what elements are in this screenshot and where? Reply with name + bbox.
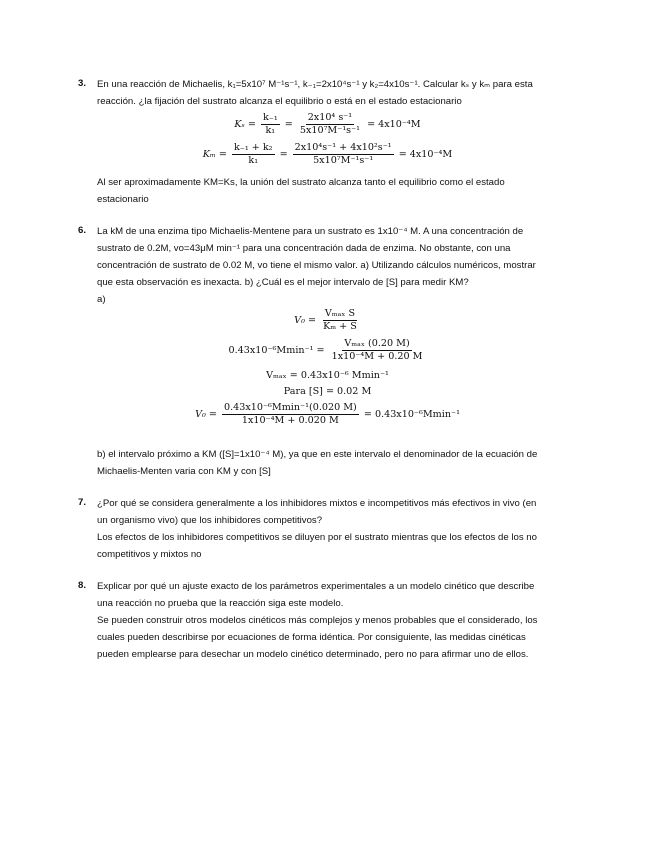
q3-eq1-frac2 [298, 112, 362, 137]
q3-eq1-frac1 [261, 112, 280, 137]
q8-text-line1: Explicar por qué un ajuste exacto de los parámetros experimentales a un modelo cinético que describe [97, 581, 535, 592]
q6-text-line2: sustrato de 0.2M, vo=43μM min⁻¹ para una concentración dada de enzima. No obstante, con una [97, 243, 511, 254]
q3-eq2-f2-num: 2x10⁴s⁻¹ + 4x10²s⁻¹ [294, 142, 392, 153]
q3-eq2-eqsign: = [279, 149, 288, 160]
q6-eq1-num: Vₘₐₓ S [324, 308, 356, 319]
q3-eq2-result: = 4x10⁻⁴M [398, 149, 453, 160]
q8-answer-line2: cuales pueden describirse por ecuaciones de forma idéntica. Por consiguiente, las medidas cinéticas [97, 632, 526, 643]
q3-eq1-f1-den: k₁ [265, 125, 276, 136]
q6-part-a-label: a) [97, 294, 106, 305]
q6-text-line4: que esta observación es inexacta. b) ¿Cuál es el mejor intervalo de [S] para medir KM? [97, 277, 469, 288]
q3-ks-equation [0, 112, 655, 137]
q3-eq2-f1-den: k₁ [248, 155, 259, 166]
q6-eq4: Para [S] = 0.02 M [283, 386, 372, 397]
q8-text-line2: una reacción no prueba que la reacción siga este modelo. [97, 598, 344, 609]
q3-answer-line1: Al ser aproximadamente KM=Ks, la unión del sustrato alcanza tanto el equilibrio como el estado [97, 177, 505, 188]
q6-eq5-result: = 0.43x10⁻⁶Mmin⁻¹ [363, 409, 460, 420]
q7-text-line1: ¿Por qué se considera generalmente a los inhibidores mixtos e incompetitivos más efectivos in vivo (en [97, 498, 537, 509]
q6-eq5-frac [222, 402, 359, 427]
q3-text-line1: En una reacción de Michaelis, k₁=5x10⁷ M⁻¹s⁻¹, k₋₁=2x10⁴s⁻¹ y k₂=4x10s⁻¹. Calcular kₛ y kₘ para esta [97, 79, 533, 90]
q3-eq1-lhs: Kₛ = [234, 119, 256, 130]
q6-answer-line2: Michaelis-Menten varia con KM y con [S] [97, 466, 271, 477]
q3-eq1-f1-num: k₋₁ [262, 112, 278, 123]
q6-eq1 [0, 308, 655, 333]
q8-answer-line3: pueden emplearse para desechar un modelo cinético determinado, pero no para afirmar uno de ellos. [97, 649, 529, 660]
q6-eq1-den: Kₘ + S [323, 321, 357, 332]
q6-number: 6. [78, 225, 87, 236]
q6-answer-line1: b) el intervalo próximo a KM ([S]=1x10⁻⁴ M), ya que en este intervalo el denominador de la ecuación de [97, 449, 538, 460]
q6-eq2 [0, 338, 655, 363]
q3-km-equation [0, 142, 655, 167]
q3-question [97, 76, 602, 110]
q3-eq1-f2-den: 5x10⁷M⁻¹s⁻¹ [299, 125, 360, 136]
q6-eq3: Vₘₐₓ = 0.43x10⁻⁶ Mmin⁻¹ [266, 370, 389, 381]
q6-eq2-lhs: 0.43x10⁻⁶Mmin⁻¹ = [228, 345, 325, 356]
q3-eq1-f2-num: 2x10⁴ s⁻¹ [307, 112, 353, 123]
q6-eq5 [0, 402, 655, 427]
q3-answer-line2: estacionario [97, 194, 149, 205]
q7-answer-line1: Los efectos de los inhibidores competitivos se diluyen por el sustrato mientras que los efectos de los no [97, 532, 537, 543]
q3-eq2-frac2 [293, 142, 394, 167]
q8-number: 8. [78, 580, 87, 591]
q3-eq1-result: = 4x10⁻⁴M [367, 119, 421, 130]
q7-number: 7. [78, 497, 87, 508]
q3-answer [97, 174, 602, 208]
q8-question [97, 578, 602, 663]
q3-text-line2: reacción. ¿la fijación del sustrato alcanza el equilibrio o está en el estado estacionario [97, 96, 462, 107]
q6-text-line1: La kM de una enzima tipo Michaelis-Mentene para un sustrato es 1x10⁻⁴ M. A una concentración de [97, 226, 524, 237]
q3-eq2-lhs: Kₘ = [202, 149, 227, 160]
q3-eq2-frac1 [232, 142, 275, 167]
q7-text-line2: un organismo vivo) que los inhibidores competitivos? [97, 515, 323, 526]
q6-eq2-frac [330, 338, 425, 363]
q8-answer-line1: Se pueden construir otros modelos cinéticos más complejos y menos probables que el considerado, los [97, 615, 538, 626]
q6-answer [97, 446, 602, 480]
q6-eq1-lhs: V₀ = [294, 315, 317, 326]
q3-eq2-f1-num: k₋₁ + k₂ [233, 142, 273, 153]
q6-text-line3: concentración de sustrato de 0.02 M, vo tiene el mismo valor. a) Utilizando cálculos numéricos, mostrar [97, 260, 536, 271]
q6-eq2-num: Vₘₐₓ (0.20 M) [344, 338, 410, 349]
q7-question [97, 495, 602, 563]
q3-eq2-f2-den: 5x10⁷M⁻¹s⁻¹ [313, 155, 374, 166]
q6-eq1-frac [321, 308, 359, 333]
q6-eq5-num: 0.43x10⁻⁶Mmin⁻¹(0.020 M) [224, 402, 357, 413]
q3-eq1-eqsign: = [284, 119, 293, 130]
q7-answer-line2: competitivos y mixtos no [97, 549, 202, 560]
q6-eq5-lhs: V₀ = [195, 409, 217, 420]
q6-eq5-den: 1x10⁻⁴M + 0.020 M [241, 415, 339, 426]
q3-number: 3. [78, 78, 87, 89]
q6-question [97, 223, 602, 308]
q6-eq2-den: 1x10⁻⁴M + 0.20 M [331, 351, 423, 362]
